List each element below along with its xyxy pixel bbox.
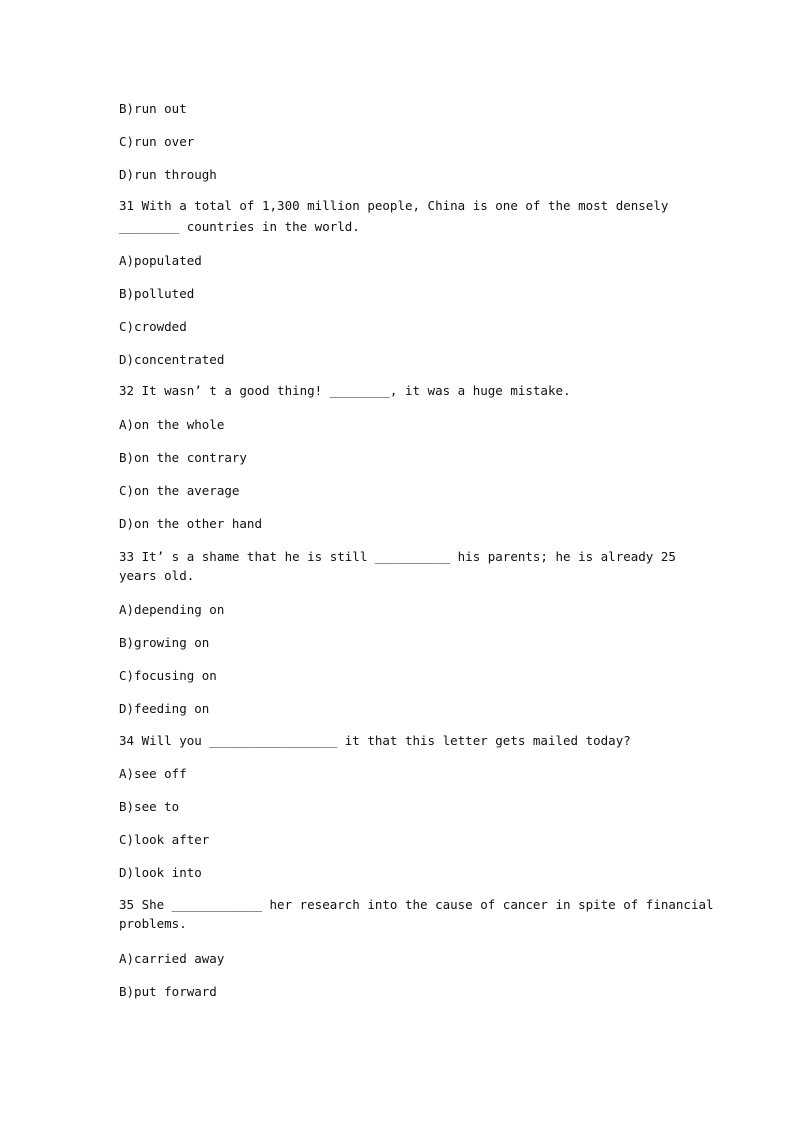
option-b: B)on the contrary: [119, 450, 247, 465]
option-a: A)carried away: [119, 951, 225, 966]
question-34-stem: 34 Will you _________________ it that this letter gets mailed today?: [119, 733, 631, 748]
option-c: C)focusing on: [119, 668, 217, 683]
option-c: C)crowded: [119, 319, 187, 334]
option-c: C)on the average: [119, 483, 240, 498]
option-a: A)on the whole: [119, 417, 225, 432]
option-d: D)run through: [119, 167, 217, 182]
question-35-stem-cont: problems.: [119, 916, 187, 931]
question-33-stem-cont: years old.: [119, 568, 195, 583]
option-c: C)run over: [119, 134, 195, 149]
option-b: B)see to: [119, 799, 180, 814]
question-35-stem: 35 She ____________ her research into the cause of cancer in spite of financial: [119, 897, 714, 912]
option-a: A)populated: [119, 253, 202, 268]
option-b: B)polluted: [119, 286, 195, 301]
option-b: B)run out: [119, 101, 187, 116]
question-33-stem: 33 It’ s a shame that he is still __________ his parents; he is already 25: [119, 549, 676, 564]
question-31-stem: 31 With a total of 1,300 million people, China is one of the most densely: [119, 198, 669, 213]
option-d: D)on the other hand: [119, 516, 262, 531]
question-31-stem-cont: ________ countries in the world.: [119, 219, 360, 234]
option-b: B)growing on: [119, 635, 210, 650]
option-a: A)see off: [119, 766, 187, 781]
option-b: B)put forward: [119, 984, 217, 999]
option-c: C)look after: [119, 832, 210, 847]
question-32-stem: 32 It wasn’ t a good thing! ________, it was a huge mistake.: [119, 383, 571, 398]
option-d: D)feeding on: [119, 701, 210, 716]
option-a: A)depending on: [119, 602, 225, 617]
option-d: D)concentrated: [119, 352, 225, 367]
option-d: D)look into: [119, 865, 202, 880]
